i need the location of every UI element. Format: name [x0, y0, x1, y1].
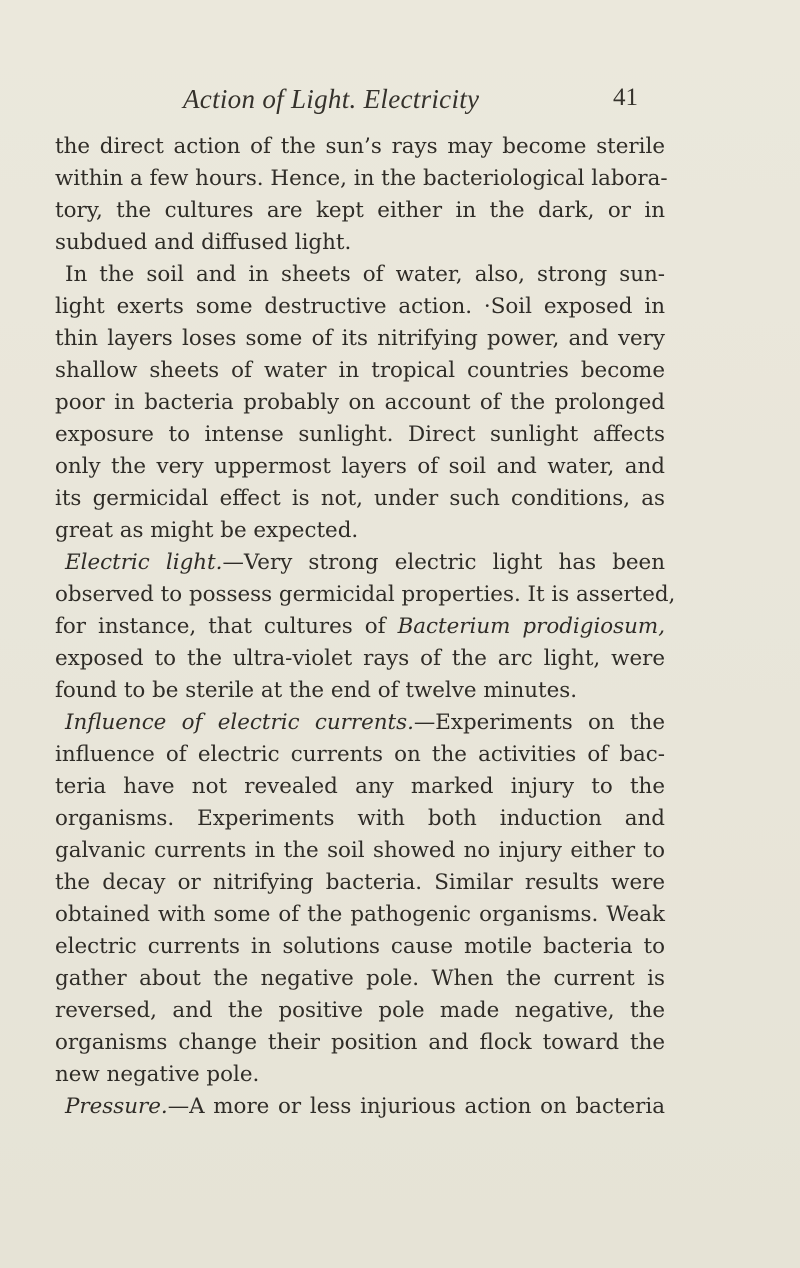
text-run: exposed to the ultra-violet rays of the arc light, were — [55, 646, 665, 671]
text-run: —Experiments on the — [413, 710, 665, 735]
text-run: In the soil and in sheets of water, also, strong sun- — [65, 262, 665, 287]
text-line — [55, 291, 665, 323]
text-run: thin layers loses some of its nitrifying power, and very — [55, 326, 665, 351]
text-line — [55, 547, 665, 579]
text-run: great as might be expected. — [55, 518, 359, 543]
text-run: its germicidal effect is not, under such conditions, as — [55, 486, 665, 511]
text-line — [55, 451, 665, 483]
text-run: new negative pole. — [55, 1062, 260, 1087]
text-line — [55, 899, 665, 931]
text-run: found to be sterile at the end of twelve minutes. — [55, 678, 578, 703]
text-run: reversed, and the positive pole made negative, the — [55, 998, 665, 1023]
text-run: subdued and diffused light. — [55, 230, 352, 255]
text-line — [55, 643, 665, 675]
text-line — [55, 227, 665, 259]
text-line — [55, 771, 665, 803]
text-run: organisms. Experiments with both induction and — [55, 806, 665, 831]
text-line — [55, 355, 665, 387]
text-run: tory, the cultures are kept either in the dark, or in — [55, 198, 665, 223]
text-run: the decay or nitrifying bacteria. Similar results were — [55, 870, 665, 895]
text-line — [55, 419, 665, 451]
text-run: for instance, that cultures of — [55, 614, 398, 639]
text-line — [55, 611, 665, 643]
text-line — [55, 1027, 665, 1059]
text-run: poor in bacteria probably on account of the prolonged — [55, 390, 665, 415]
text-line — [55, 131, 665, 163]
italic-run: Pressure. — [65, 1094, 168, 1119]
text-line — [55, 739, 665, 771]
italic-run: Bacterium prodigiosum, — [397, 614, 665, 639]
text-line — [55, 515, 665, 547]
running-title: Action of Light. Electricity — [183, 84, 480, 114]
text-run: organisms change their position and flock toward the — [55, 1030, 665, 1055]
text-run: —A more or less injurious action on bacteria — [167, 1094, 665, 1119]
text-run: influence of electric currents on the activities of bac- — [55, 742, 665, 767]
text-run: electric currents in solutions cause motile bacteria to — [55, 934, 665, 959]
text-run: exposure to intense sunlight. Direct sunlight affects — [55, 422, 665, 447]
text-run: only the very uppermost layers of soil and water, and — [55, 454, 665, 479]
text-run: the direct action of the sun’s rays may become sterile — [55, 134, 665, 159]
text-line — [55, 163, 668, 195]
text-line — [55, 995, 665, 1027]
text-line — [55, 835, 665, 867]
text-run: within a few hours. Hence, in the bacteriological labora- — [55, 166, 668, 191]
text-run: —Very strong electric light has been — [222, 550, 665, 575]
italic-run: Influence of electric currents. — [65, 710, 414, 735]
text-line — [55, 483, 665, 515]
body-text — [55, 131, 676, 1123]
text-line — [55, 931, 665, 963]
text-run: galvanic currents in the soil showed no injury either to — [55, 838, 665, 863]
text-line — [55, 963, 665, 995]
text-line — [55, 195, 665, 227]
text-run: observed to possess germicidal properties. It is asserted, — [55, 582, 676, 607]
text-run: shallow sheets of water in tropical countries become — [55, 358, 665, 383]
text-line — [55, 323, 665, 355]
italic-run: Electric light. — [65, 550, 223, 575]
running-head — [0, 84, 800, 124]
text-line — [55, 867, 665, 899]
page-number: 41 — [613, 84, 638, 111]
text-line — [55, 387, 665, 419]
text-run: teria have not revealed any marked injury to the — [55, 774, 665, 799]
text-line — [55, 803, 665, 835]
text-line — [55, 579, 676, 611]
text-line — [55, 1091, 665, 1123]
text-run: obtained with some of the pathogenic organisms. Weak — [55, 902, 665, 927]
text-run: light exerts some destructive action. ·Soil exposed in — [55, 294, 665, 319]
text-run: gather about the negative pole. When the current is — [55, 966, 665, 991]
text-line — [55, 1059, 665, 1091]
text-line — [55, 707, 665, 739]
text-line — [55, 675, 665, 707]
text-line — [55, 259, 665, 291]
